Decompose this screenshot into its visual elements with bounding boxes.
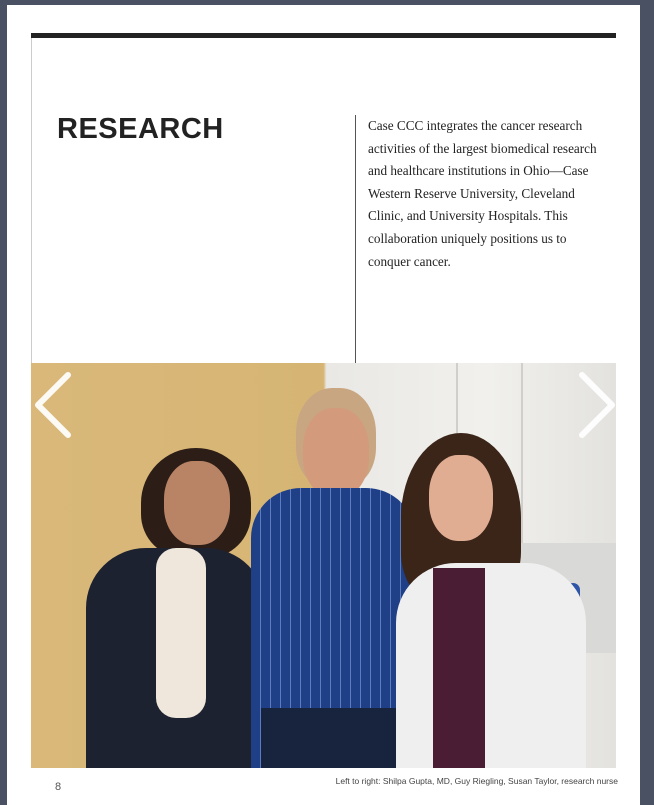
cabinet-edge xyxy=(521,363,523,553)
group-photo xyxy=(31,363,616,768)
trousers xyxy=(261,708,411,768)
page-number: 8 xyxy=(55,781,62,793)
face xyxy=(164,461,230,545)
photo-caption: Left to right: Shilpa Gupta, MD, Guy Riegling, Susan Taylor, research nurse xyxy=(335,776,618,786)
page-title: RESEARCH xyxy=(57,113,224,145)
white-coat xyxy=(396,563,586,768)
previous-page-arrow-icon[interactable] xyxy=(30,370,74,440)
floral-top xyxy=(433,568,485,768)
next-page-arrow-icon[interactable] xyxy=(576,370,620,440)
intro-paragraph: Case CCC integrates the cancer research activities of the largest biomedical research and healthcare institutions in Ohio—Case Western Reserve University, Cleveland Clinic, and University Hospitals. This collaboration uniquely positions us to conquer cancer. xyxy=(368,118,597,269)
left-border-line xyxy=(31,38,32,363)
top-rule xyxy=(31,33,616,38)
face xyxy=(429,455,493,541)
scarf xyxy=(156,548,206,718)
document-page xyxy=(7,5,640,805)
face xyxy=(303,408,369,498)
column-divider xyxy=(355,115,356,363)
